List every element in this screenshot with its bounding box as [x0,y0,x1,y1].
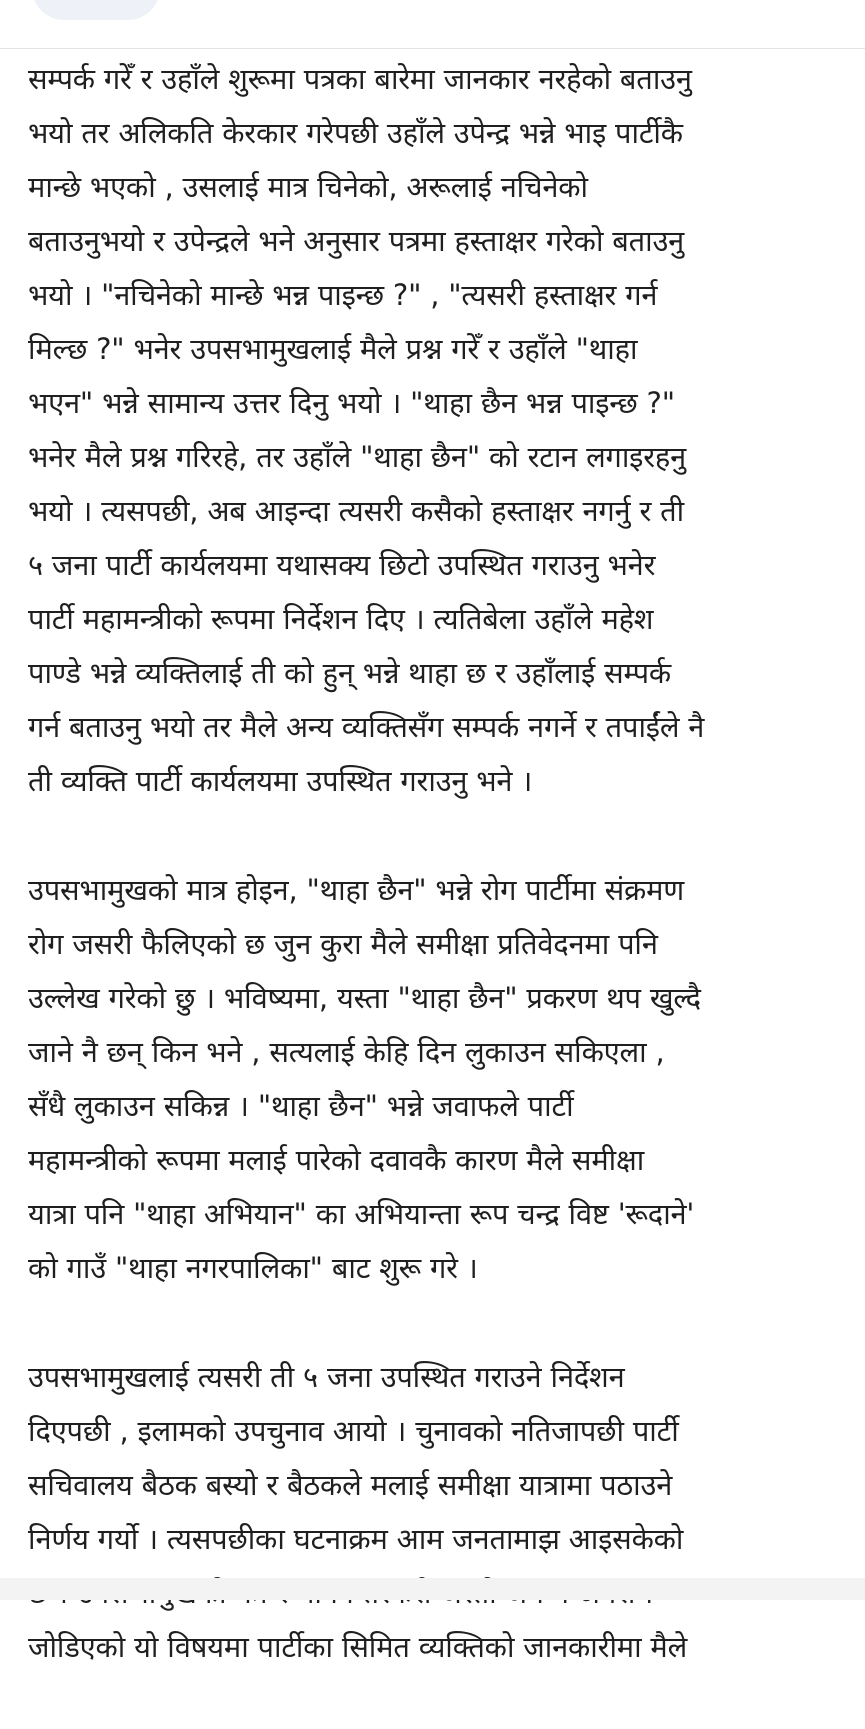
article-body [28,52,848,1729]
article-paragraph-3: उपसभामुखलाई त्यसरी ती ५ जना उपस्थित गराउने निर्देशन दिएपछी , इलामको उपचुनाव आयो । चुनावको नतिजापछी पार्टी सचिवालय बैठक बस्यो र बैठकले मलाई समीक्षा यात्रामा पठाउने निर्णय गर्यो । त्यसपछीका घटनाक्रम आम जनतामाझ आइसकेको जोडिएको यो विषयमा पार्टीका सिमित व्यक्तिको जानकारीमा मैले [28,1360,688,1664]
article-paragraph-1: सम्पर्क गरेँ र उहाँले शुरूमा पत्रका बारेमा जानकार नरहेको बताउनु भयो तर अलिकति केरकार गरेपछी उहाँले उपेन्द्र भन्ने भाइ पार्टीकै मान्छे भएको , उसलाई मात्र चिनेको, अरूलाई नचिनेको बताउनुभयो र उपेन्द्रले भने अनुसार पत्रमा हस्ताक्षर गरेको बताउनु भयो । "नचिनेको मान्छे भन्न पाइन्छ ?" , "त्यसरी हस्ताक्षर गर्न मिल्छ ?" भनेर उपसभामुखलाई मैले प्रश्न गरेँ र उहाँले "थाहा भएन" भन्ने सामान्य उत्तर दिनु भयो । "थाहा छैन भन्न पाइन्छ ?" भनेर मैले प्रश्न गरिरहे, तर उहाँले "थाहा छैन" को रटान लगाइरहनु भयो । त्यसपछी, अब आइन्दा त्यसरी कसैको हस्ताक्षर नगर्नु र ती ५ जना पार्टी कार्यलयमा यथासक्य छिटो उपस्थित गराउनु भनेर पार्टी महामन्त्रीको रूपमा निर्देशन दिए । त्यतिबेला उहाँले महेश पाण्डे भन्ने व्यक्तिलाई ती को हुन् भन्ने थाहा छ र उहाँलाई सम्पर्क गर्न बताउनु भयो तर मैले अन्य व्यक्तिसँग सम्पर्क नगर्ने र तपाईंले नै ती व्यक्ति पार्टी कार्यलयमा उपस्थित गराउनु भने । [28,62,705,798]
header-divider [0,48,865,49]
article-paragraph-2: उपसभामुखको मात्र होइन, "थाहा छैन" भन्ने रोग पार्टीमा संक्रमण रोग जसरी फैलिएको छ जुन कुरा मैले समीक्षा प्रतिवेदनमा पनि उल्लेख गरेको छु । भविष्यमा, यस्ता "थाहा छैन" प्रकरण थप खुल्दै जाने नै छन् किन भने , सत्यलाई केहि दिन लुकाउन सकिएला , सँधै लुकाउन सकिन्न । "थाहा छैन" भन्ने जवाफले पार्टी महामन्त्रीको रूपमा मलाई पारेको दवावकै कारण मैले समीक्षा यात्रा पनि "थाहा अभियान" का अभियान्ता रूप चन्द्र विष्ट 'रूदाने' को गाउँ "थाहा नगरपालिका" बाट शुरू गरे । [28,873,701,1285]
top-card-edge [32,0,160,20]
bottom-edge-bar [0,1578,865,1600]
